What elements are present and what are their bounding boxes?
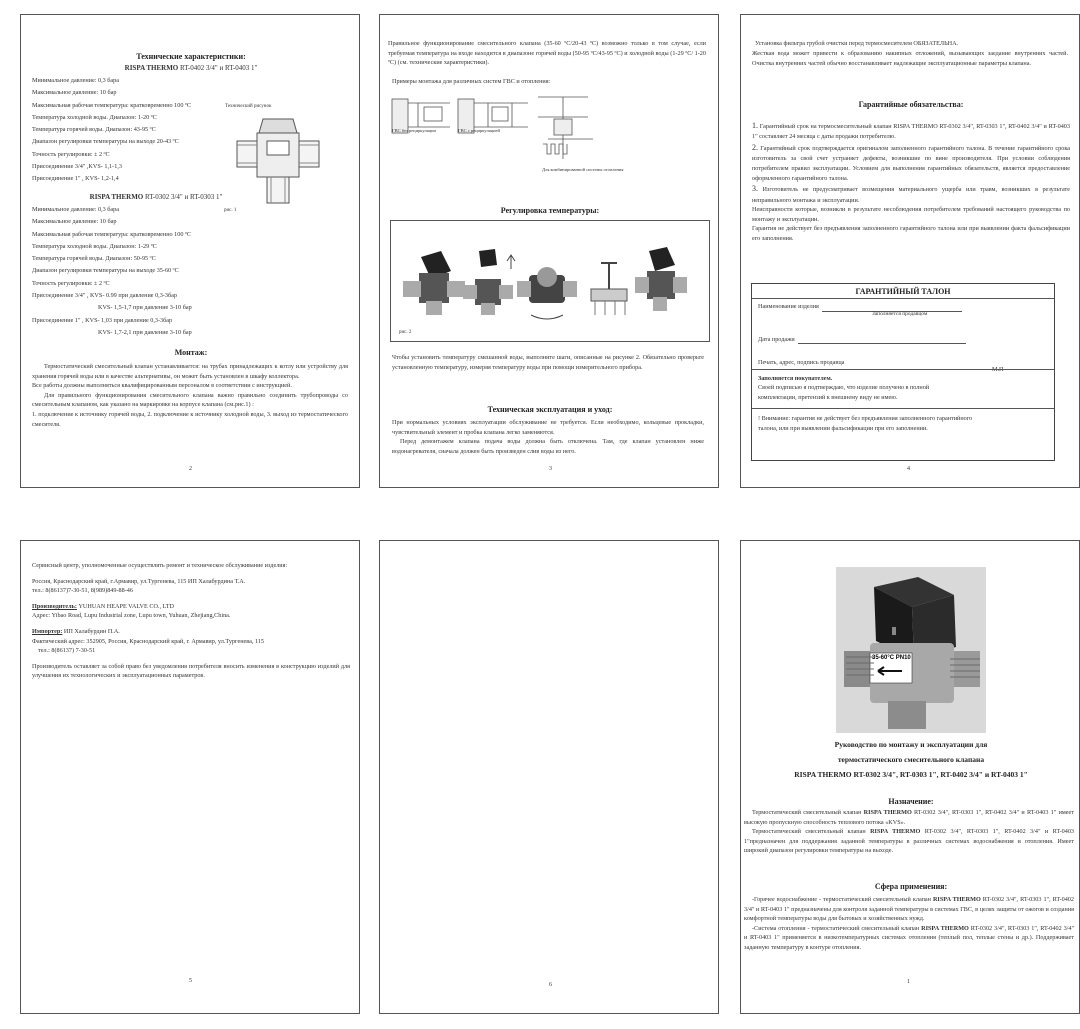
- product-photo: [836, 567, 986, 733]
- item-text: Гарантийный срок на термосмесительный клапан RISPA THERMO RT-0302 3/4", RT-0303 1", RT-0402 3/4" и RT-0403 1" составляет 24 месяца с даты продажи потребителю.: [752, 123, 1070, 141]
- spec-line: Точность регулировки: ± 2 ºС: [32, 150, 110, 158]
- model1-specs: [32, 75, 242, 186]
- page-6: [379, 540, 719, 1014]
- tech-title: Технические характеристики:: [136, 52, 246, 61]
- brand: RISPA THERMO: [921, 924, 969, 932]
- page-number: 2: [189, 466, 192, 472]
- importer-address: Фактический адрес: 352905, Россия, Краснодарский край, г. Армавир, ул.Тургенева, 115: [32, 637, 264, 645]
- examples-text: Примеры монтажа для различных систем ГВС и отопления:: [392, 78, 551, 85]
- purpose-paragraph: [744, 827, 1074, 856]
- section-rule: [752, 369, 1054, 370]
- maker-address: Адрес: Yibao Road, Lupu Industrial zone, Lupu town, Yuhuan, Zhejiang,China.: [32, 612, 231, 620]
- maker-label: Производитель:: [32, 602, 77, 610]
- intro-text: Правильное функционирование смесительного клапана (35-60 ºС/20-43 ºС) возможно только в том случае, если требуемая температура на входе находится в диапазоне горячей воды (50-95 ºС/43-95 ºС) и холодной воды (1-29 ºС/ 1-20 ºС) (см. технические характеристики).: [388, 40, 706, 67]
- spec-line: Присоединение 1" , KVS- 1,03 при давление 0,3-3бар: [32, 316, 173, 324]
- spec-line: Максимальная рабочая температура: кратковременно 100 ºС: [32, 101, 192, 109]
- spec-line: KVS- 1,5-1,7 при давление 3-10 бар: [98, 304, 192, 312]
- model2-title: [21, 192, 291, 203]
- maker-name: YUHUAN HEAPE VALVE CO., LTD: [76, 602, 175, 610]
- mount-paragraph: Для правильного функционирования смесительного клапана важно правильно соединить трубопроводы со смесительным клапаном, как указано на маркировке на корпусе клапана (см.рис.1) :: [32, 391, 348, 409]
- text: RT-0302 3/4", RT-0303 1", RT-0402 3/4" и RT-0403 1" предназначены для контроля заданной температуры в системах ГВС, в целях защиты от ожогов и создания комфортной температуры воды для бытовых и хозяйственных нужд.: [744, 896, 1074, 923]
- warranty-item-4: Неисправности которые, возникли в результате несоблюдения потребителем требований настоящего руководства по монтажу и эксплуатации.: [752, 206, 1070, 223]
- text: -Система отопления - термостатический смесительный клапан: [752, 924, 922, 932]
- page-number: 1: [907, 979, 910, 985]
- page-number: 6: [549, 982, 552, 988]
- service-phone: тел.: 8(86137)7-30-51, 8(989)849-88-46: [32, 587, 133, 595]
- item-text: Гарантийный срок подтверждается оригиналом заполненного гарантийного талона. В течение гарантийного срока изготовитель за свой счет устраняет дефекты, возникшие по вине производителя. При условии соблюдения потребителем правил эксплуатации. Условием для выполнения гарантийных обязательств, является предоставление оформленного гарантийного талона.: [752, 145, 1070, 182]
- model1-brand: RISPA THERMO: [124, 64, 179, 72]
- mount-title: Монтаж:: [174, 348, 208, 357]
- spec-line: Температура горячей воды. Диапазон: 43-95 ºС: [32, 126, 156, 134]
- brand: RISPA THERMO: [870, 828, 921, 836]
- valve-photo: [836, 567, 986, 733]
- text: -Горячее водоснабжение - термостатический смесительный клапан: [752, 896, 933, 903]
- importer-line: [32, 627, 350, 637]
- purpose-text: [744, 808, 1074, 856]
- spec-line: KVS- 1,7-2,1 при давление 3-10 бар: [98, 328, 192, 336]
- spec-line: Точность регулировки: ± 2 ºС: [32, 279, 110, 287]
- text: RT-0302 3/4", RT-0303 1", RT-0402 3/4" и RT-0403 1" применяется в низкотемпературных системах отопления (теплый пол, теплые стены и др.). Поддерживает заданную температуру в контуре отопления.: [744, 924, 1075, 952]
- maintenance-title: Техническая эксплуатация и уход:: [487, 405, 613, 414]
- fig2-box: [390, 220, 710, 342]
- buyer-text: Своей подписью я подтверждаю, что изделие получено в полной комплектации, претензий к внешнему виду не имею.: [758, 384, 930, 401]
- page-2: [20, 14, 360, 488]
- hardwater-note: Жесткая вода может привести к образованию накипных отложений, вызывающих заедание внутренних частей. Очистка внутренних частей обычно восстанавливает надлежащие эксплуатационные параметры клапана.: [752, 50, 1068, 67]
- model2-brand: RISPA THERMO: [89, 193, 144, 201]
- diag3-caption: Для комбинированной системы отопления: [542, 167, 624, 172]
- importer-phone: тел.: 8(86137) 7-30-51: [38, 647, 96, 655]
- warranty-item-5: Гарантия не действует без предъявления заполненного гарантийного талона или при выявлении факта фальсификации его заполнения.: [752, 225, 1070, 243]
- maintenance-paragraph: Перед демонтажем клапана подача воды должна быть отключена. Там, где клапан установлен ниже водонагревателя, сначала должен быть произведен слив воды из него.: [392, 438, 704, 455]
- page-3: [379, 14, 719, 488]
- scope-title: Сфера применения:: [874, 882, 948, 891]
- adjust-text: Чтобы установить температуру смешанной воды, выполните шаги, описанные на рисунке 2. Обязательно проверьте установленную температуру, измеряя температуру воды при помощи измерительного прибора.: [392, 354, 704, 371]
- diag1-caption: ГВС без рециркуляции: [392, 128, 436, 133]
- spec-line: Присоединение 3/4" , KVS- 0.99 при давление 0,3-3бар: [32, 291, 177, 299]
- valve-label-text: 35-60°C PN10: [872, 655, 911, 661]
- warranty-card-note: ! Внимание: гарантия не действует без предъявления заполненного гарантийного талона, или при выявлении фальсификации при его заполнении.: [758, 415, 973, 432]
- fig1-label: рис. 1: [224, 208, 237, 213]
- importer-label: Импортер:: [32, 628, 63, 636]
- spec-line: Диапазон регулировки температуры на выходе 35-60 ºС: [32, 267, 179, 275]
- spec-line: Температура горячей воды. Диапазон: 50-95 ºС: [32, 255, 156, 263]
- spec-line: Максимальное давление: 10 бар: [32, 218, 117, 226]
- product-name-label: Наименование изделия: [758, 303, 819, 310]
- model2-models: RT-0302 3/4" и RT-0303 1": [143, 193, 223, 201]
- page-number: 5: [189, 978, 192, 984]
- text: Термостатический смесительный клапан: [752, 828, 871, 836]
- stamp-mark: М.П: [992, 366, 1004, 373]
- brand: RISPA THERMO: [932, 896, 981, 903]
- maintenance-text: [392, 418, 704, 456]
- model1-title: [21, 63, 360, 74]
- service-text: [32, 561, 350, 681]
- fig1-caption: Технический рисунок: [225, 104, 272, 109]
- item-number: 1.: [752, 121, 758, 130]
- temperature-adjust-steps: [391, 221, 709, 341]
- buyer-title: Заполняется покупателем.: [758, 375, 833, 382]
- fig2-label: рис. 2: [399, 330, 412, 335]
- scope-text: [744, 895, 1074, 953]
- title-rule: [752, 298, 1054, 299]
- warranty-title: Гарантийные обязательства:: [858, 100, 964, 109]
- model1-models: RT-0402 3/4" и RT-0403 1": [178, 64, 258, 72]
- filter-note: Установка фильтра грубой очистки перед термосмесителем ОБЯЗАТЕЛЬНА.: [755, 40, 959, 47]
- cover-title-2: термостатического смесительного клапана: [837, 755, 985, 764]
- cover-title-3: RISPA THERMO RT-0302 3/4", RT-0303 1", RT-0402 3/4" и RT-0403 1": [794, 770, 1028, 779]
- mount-paragraph: Все работы должны выполняться квалифицированным персоналом в соответствии с инструкцией.: [32, 382, 292, 390]
- mount-text: [32, 362, 348, 429]
- spec-line: Максимальная рабочая температура: кратковременно 100 ºС: [32, 230, 192, 238]
- service-intro: Сервисный центр, уполномоченные осуществлять ремонт и техническое обслуживание изделия:: [32, 562, 288, 569]
- warranty-item-2: [752, 142, 1070, 183]
- page-number: 3: [549, 466, 552, 472]
- warranty-item-1: [752, 120, 1070, 142]
- section-rule: [752, 408, 1054, 409]
- scope-paragraph: [744, 895, 1074, 924]
- item-number: 2.: [752, 143, 758, 152]
- adjust-title: Регулировка температуры:: [500, 206, 600, 215]
- text: RT-0302 3/4", RT-0303 1", RT-0402 3/4" и RT-0403 1" имеет высокую пропускную способность теплового потока «KVS».: [744, 809, 1074, 826]
- item-number: 3.: [752, 184, 758, 194]
- sale-date-line: [798, 343, 966, 344]
- service-address: Россия, Краснодарский край, г.Армавир, ул.Тургенева, 115 ИП Халабурдина Т.А.: [32, 577, 246, 585]
- diag2-caption: ГВС с рециркуляцией: [458, 128, 500, 133]
- spec-line: Максимальное давление: 10 бар: [32, 89, 117, 97]
- spec-line: Диапазон регулировки температуры на выходе 20-43 ºС: [32, 138, 179, 146]
- mount-paragraph: Термостатический смесительный клапан устанавливается: на трубах принадлежащих к котлу или устройству для хранения горячей воды или в качестве альтернативы, он может быть установлен в шкафу коллектора.: [32, 363, 348, 380]
- spec-line: Присоединение 1" , KVS- 1,2-1,4: [32, 175, 119, 183]
- sale-date-label: Дата продажи: [758, 336, 795, 343]
- page-1: [740, 540, 1080, 1014]
- text: Термостатический смесительный клапан: [752, 809, 864, 816]
- spec-line: Температура холодной воды. Диапазон: 1-20 ºС: [32, 113, 157, 121]
- page-5: [20, 540, 360, 1014]
- model2-specs: [32, 204, 242, 339]
- rights-notice: Производитель оставляет за собой право без уведомления потребителя вносить изменения в конструкцию изделий для улучшения их технологических и эксплуатационных параметров.: [32, 662, 350, 680]
- purpose-paragraph: [744, 808, 1074, 827]
- warranty-item-3: [752, 183, 1070, 205]
- seller-stamp-label: Печать, адрес, подпись продавца: [758, 359, 845, 366]
- spec-line: Присоединение 3/4" ,KVS- 1,1-1,3: [32, 162, 122, 170]
- seller-note: Заполняется продавцом: [872, 311, 928, 317]
- spec-line: Минимальное давление: 0,3 бара: [32, 77, 120, 84]
- purpose-title: Назначение:: [888, 797, 934, 806]
- maker-line: [32, 602, 350, 612]
- brand: RISPA THERMO: [863, 809, 912, 816]
- warranty-text: [752, 120, 1070, 244]
- scope-paragraph: [744, 924, 1074, 953]
- maintenance-paragraph: При нормальных условиях эксплуатации обслуживание не требуется. Если необходимо, кольцевые прокладки, чувствительный элемент и пробка клапана легко заменяются.: [392, 419, 704, 436]
- warranty-card-title: ГАРАНТИЙНЫЙ ТАЛОН: [855, 287, 951, 296]
- spec-line: Минимальное давление: 0,3 бара: [32, 206, 120, 213]
- cover-title-1: Руководство по монтажу и эксплуатации для: [834, 740, 988, 749]
- page-number: 4: [907, 466, 910, 472]
- importer-name: ИП Халабурдин П.А.: [62, 628, 120, 636]
- spec-line: Температура холодной воды. Диапазон: 1-29 ºС: [32, 242, 157, 250]
- warranty-card: [751, 283, 1055, 461]
- page-4: [740, 14, 1080, 488]
- mount-paragraph: 1. подключение к источнику горячей воды, 2. подключение к источнику холодной воды, 3. выход из термостатического смесителя.: [32, 411, 348, 428]
- text: RT-0302 3/4", RT-0303 1", RT-0402 3/4" и RT-0403 1"предназначен для поддержания заданной температуры в различных системах водоснабжения и отопления. Имеет широкий диапазон регулировки температуры на выходе.: [744, 828, 1075, 855]
- item-text: Изготовитель не предусматривает возмещения материального ущерба или травм, возникших в результате неправильного монтажа и эксплуатации.: [752, 186, 1070, 204]
